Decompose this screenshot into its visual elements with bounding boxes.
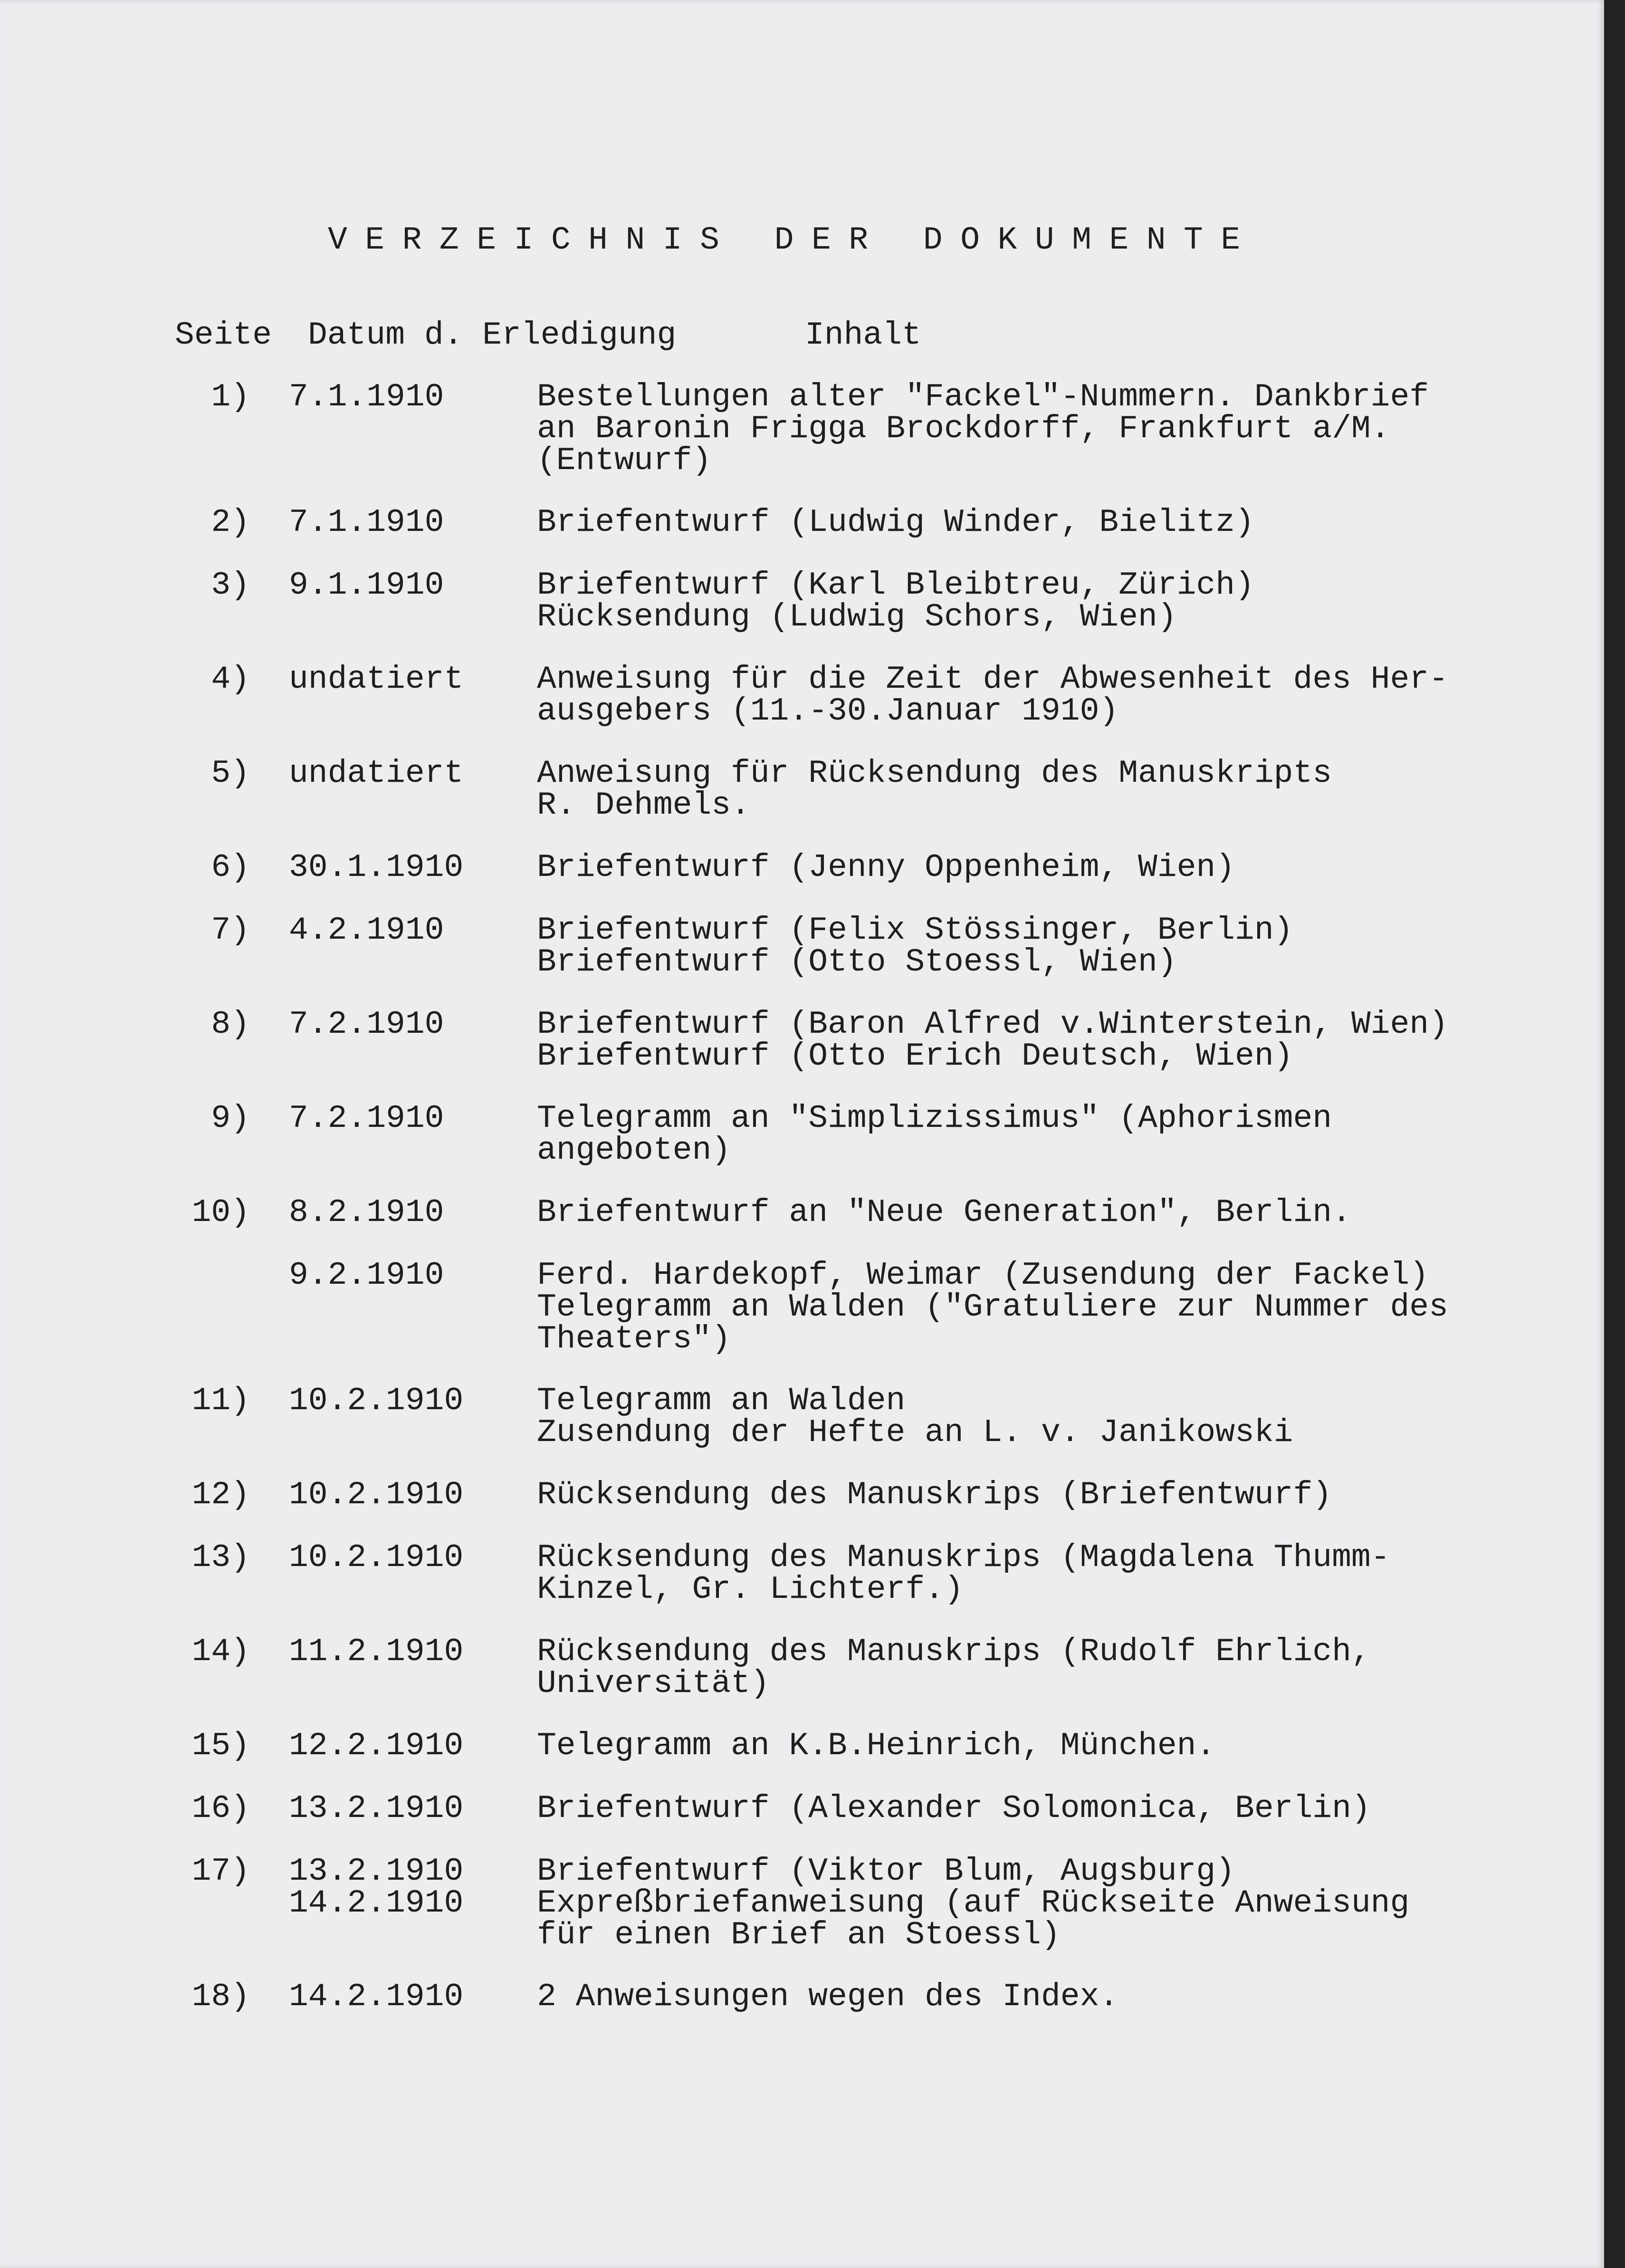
entry-content-line: Universität) xyxy=(537,1665,770,1702)
entry-content-line: an Baronin Frigga Brockdorff, Frankfurt a/M. xyxy=(537,411,1390,447)
entry-content xyxy=(537,569,1254,633)
entry-date: 30.1.1910 xyxy=(289,849,464,886)
entry-content-line: ausgebers (11.-30.Januar 1910) xyxy=(537,693,1119,730)
entry-number: 10) xyxy=(191,1194,250,1231)
entry-content-line: Telegramm an Walden ("Gratuliere zur Nummer des xyxy=(537,1289,1448,1326)
entry-number: 2) xyxy=(211,504,250,541)
entry-number: 9) xyxy=(211,1100,250,1137)
entry-content xyxy=(537,1730,1215,1762)
entry-number: 7) xyxy=(211,912,250,949)
entry-date: 14.2.1910 xyxy=(289,1979,464,2015)
entry-content xyxy=(537,504,1254,541)
entry-content-line: Briefentwurf (Viktor Blum, Augsburg) xyxy=(537,1853,1235,1890)
entry-content-line: (Entwurf) xyxy=(537,442,712,479)
entry-content-line: Rücksendung des Manuskrips (Magdalena Thumm- xyxy=(537,1539,1390,1576)
entry-date: 7.2.1910 xyxy=(289,1100,444,1137)
entry-dates xyxy=(289,661,464,698)
entry-number: 8) xyxy=(211,1006,250,1043)
entry-dates xyxy=(289,1006,444,1043)
entry-content-line: für einen Brief an Stoessl) xyxy=(537,1917,1061,1953)
entry-content xyxy=(537,1539,1390,1608)
entry-dates xyxy=(289,1636,463,1668)
entry-content-line: Telegramm an "Simplizissimus" (Aphorismen xyxy=(537,1100,1332,1137)
entry-content-line: Bestellungen alter "Fackel"-Nummern. Dankbrief xyxy=(537,379,1429,415)
entry-content-line: angeboten) xyxy=(537,1132,731,1169)
entry-date: 13.2.1910 xyxy=(289,1853,464,1890)
entry-content-line: Zusendung der Hefte an L. v. Janikowski xyxy=(537,1414,1293,1451)
header-date: Datum d. Erledigung xyxy=(308,317,677,354)
header-content: Inhalt xyxy=(805,317,921,354)
entry-date: 12.2.1910 xyxy=(289,1728,464,1764)
entry-content xyxy=(537,1636,1371,1700)
entry-content-line: Rücksendung des Manuskrips (Briefentwurf) xyxy=(537,1477,1332,1513)
entry-content xyxy=(537,1981,1118,2013)
entry-dates xyxy=(289,1730,463,1762)
entry-date: 4.2.1910 xyxy=(289,912,444,949)
entry-dates xyxy=(289,1385,463,1417)
entry-date: 14.2.1910 xyxy=(289,1885,464,1922)
entry-dates xyxy=(289,1100,444,1137)
header-page: Seite xyxy=(175,317,272,354)
entry-number: 1) xyxy=(211,379,250,415)
entry-content-line: Briefentwurf (Felix Stössinger, Berlin) xyxy=(537,912,1293,949)
scan-edge xyxy=(1604,0,1625,2268)
entry-dates xyxy=(289,1981,463,2013)
entry-date: 10.2.1910 xyxy=(289,1477,464,1513)
entry-number: 18) xyxy=(191,1979,250,2015)
entry-dates xyxy=(289,1539,464,1576)
entry-content xyxy=(537,1479,1332,1511)
entry-dates xyxy=(289,849,464,886)
entry-content-line: Briefentwurf (Otto Stoessl, Wien) xyxy=(537,944,1177,980)
entry-dates xyxy=(289,1194,444,1231)
entry-content-line: Telegramm an K.B.Heinrich, München. xyxy=(537,1728,1216,1764)
entry-content-line: 2 Anweisungen wegen des Index. xyxy=(537,1979,1119,2015)
entry-date: 7.2.1910 xyxy=(289,1006,444,1043)
entry-dates xyxy=(289,381,444,413)
entry-content xyxy=(537,661,1448,730)
entry-content-line: Kinzel, Gr. Lichterf.) xyxy=(537,1571,964,1608)
entry-dates xyxy=(289,912,444,949)
entry-number: 3) xyxy=(211,567,250,604)
document-title: VERZEICHNIS DER DOKUMENTE xyxy=(328,222,1258,259)
entry-date: 10.2.1910 xyxy=(289,1539,464,1576)
entry-content-line: Anweisung für die Zeit der Abwesenheit des Her- xyxy=(537,661,1448,698)
entry-dates xyxy=(289,755,464,792)
entry-number: 5) xyxy=(211,755,250,792)
entry-number: 6) xyxy=(211,849,250,886)
entry-content-line: Telegramm an Walden xyxy=(537,1383,906,1419)
entry-dates xyxy=(289,1479,463,1511)
entry-content xyxy=(537,1855,1409,1951)
entry-content-line: Theaters") xyxy=(537,1321,731,1357)
entry-number: 4) xyxy=(211,661,250,698)
entry-content xyxy=(537,1259,1448,1355)
entry-content xyxy=(537,381,1429,477)
entry-content xyxy=(537,1790,1371,1827)
entry-date: 13.2.1910 xyxy=(289,1790,464,1827)
entry-content-line: Briefentwurf (Alexander Solomonica, Berlin) xyxy=(537,1790,1371,1827)
entry-number: 11) xyxy=(191,1383,250,1419)
entry-content-line: Rücksendung (Ludwig Schors, Wien) xyxy=(537,599,1177,635)
entry-number: 16) xyxy=(191,1790,250,1827)
entry-date: 11.2.1910 xyxy=(289,1634,464,1670)
entry-number: 12) xyxy=(191,1477,250,1513)
entry-content-line: R. Dehmels. xyxy=(537,787,750,824)
entry-number: 17) xyxy=(191,1853,250,1890)
entry-content-line: Briefentwurf (Jenny Oppenheim, Wien) xyxy=(537,849,1235,886)
entry-content-line: Ferd. Hardekopf, Weimar (Zusendung der Fackel) xyxy=(537,1257,1429,1294)
entry-dates xyxy=(289,1790,464,1827)
entry-dates xyxy=(289,1257,444,1294)
entry-content-line: Rücksendung des Manuskrips (Rudolf Ehrlich, xyxy=(537,1634,1371,1670)
entry-content xyxy=(537,914,1293,978)
entry-content-line: Briefentwurf (Karl Bleibtreu, Zürich) xyxy=(537,567,1254,604)
entry-content-line: Briefentwurf (Baron Alfred v.Winterstein, Wien) xyxy=(537,1006,1448,1043)
entry-content xyxy=(537,755,1332,824)
entry-date: 9.1.1910 xyxy=(289,567,444,604)
entry-date: undatiert xyxy=(289,755,464,792)
entry-date: 10.2.1910 xyxy=(289,1383,464,1419)
entry-content xyxy=(537,849,1235,886)
entry-content-line: Anweisung für Rücksendung des Manuskripts xyxy=(537,755,1332,792)
entry-content-line: Briefentwurf (Ludwig Winder, Bielitz) xyxy=(537,504,1254,541)
entry-content xyxy=(537,1194,1351,1231)
entry-content xyxy=(537,1100,1332,1169)
entry-content xyxy=(537,1385,1293,1449)
entry-number: 13) xyxy=(191,1539,250,1576)
entry-date: 7.1.1910 xyxy=(289,379,444,415)
entry-dates xyxy=(289,504,444,541)
entry-dates xyxy=(289,1853,464,1922)
entry-date: undatiert xyxy=(289,661,464,698)
entry-number: 15) xyxy=(191,1728,250,1764)
entry-date: 8.2.1910 xyxy=(289,1194,444,1231)
entry-date: 7.1.1910 xyxy=(289,504,444,541)
entry-dates xyxy=(289,567,444,604)
entry-content-line: Expreßbriefanweisung (auf Rückseite Anweisung xyxy=(537,1885,1410,1922)
entry-date: 9.2.1910 xyxy=(289,1257,444,1294)
entry-number: 14) xyxy=(191,1634,250,1670)
entry-content-line: Briefentwurf (Otto Erich Deutsch, Wien) xyxy=(537,1038,1293,1075)
entry-content xyxy=(537,1006,1448,1075)
entry-content-line: Briefentwurf an "Neue Generation", Berlin. xyxy=(537,1194,1351,1231)
